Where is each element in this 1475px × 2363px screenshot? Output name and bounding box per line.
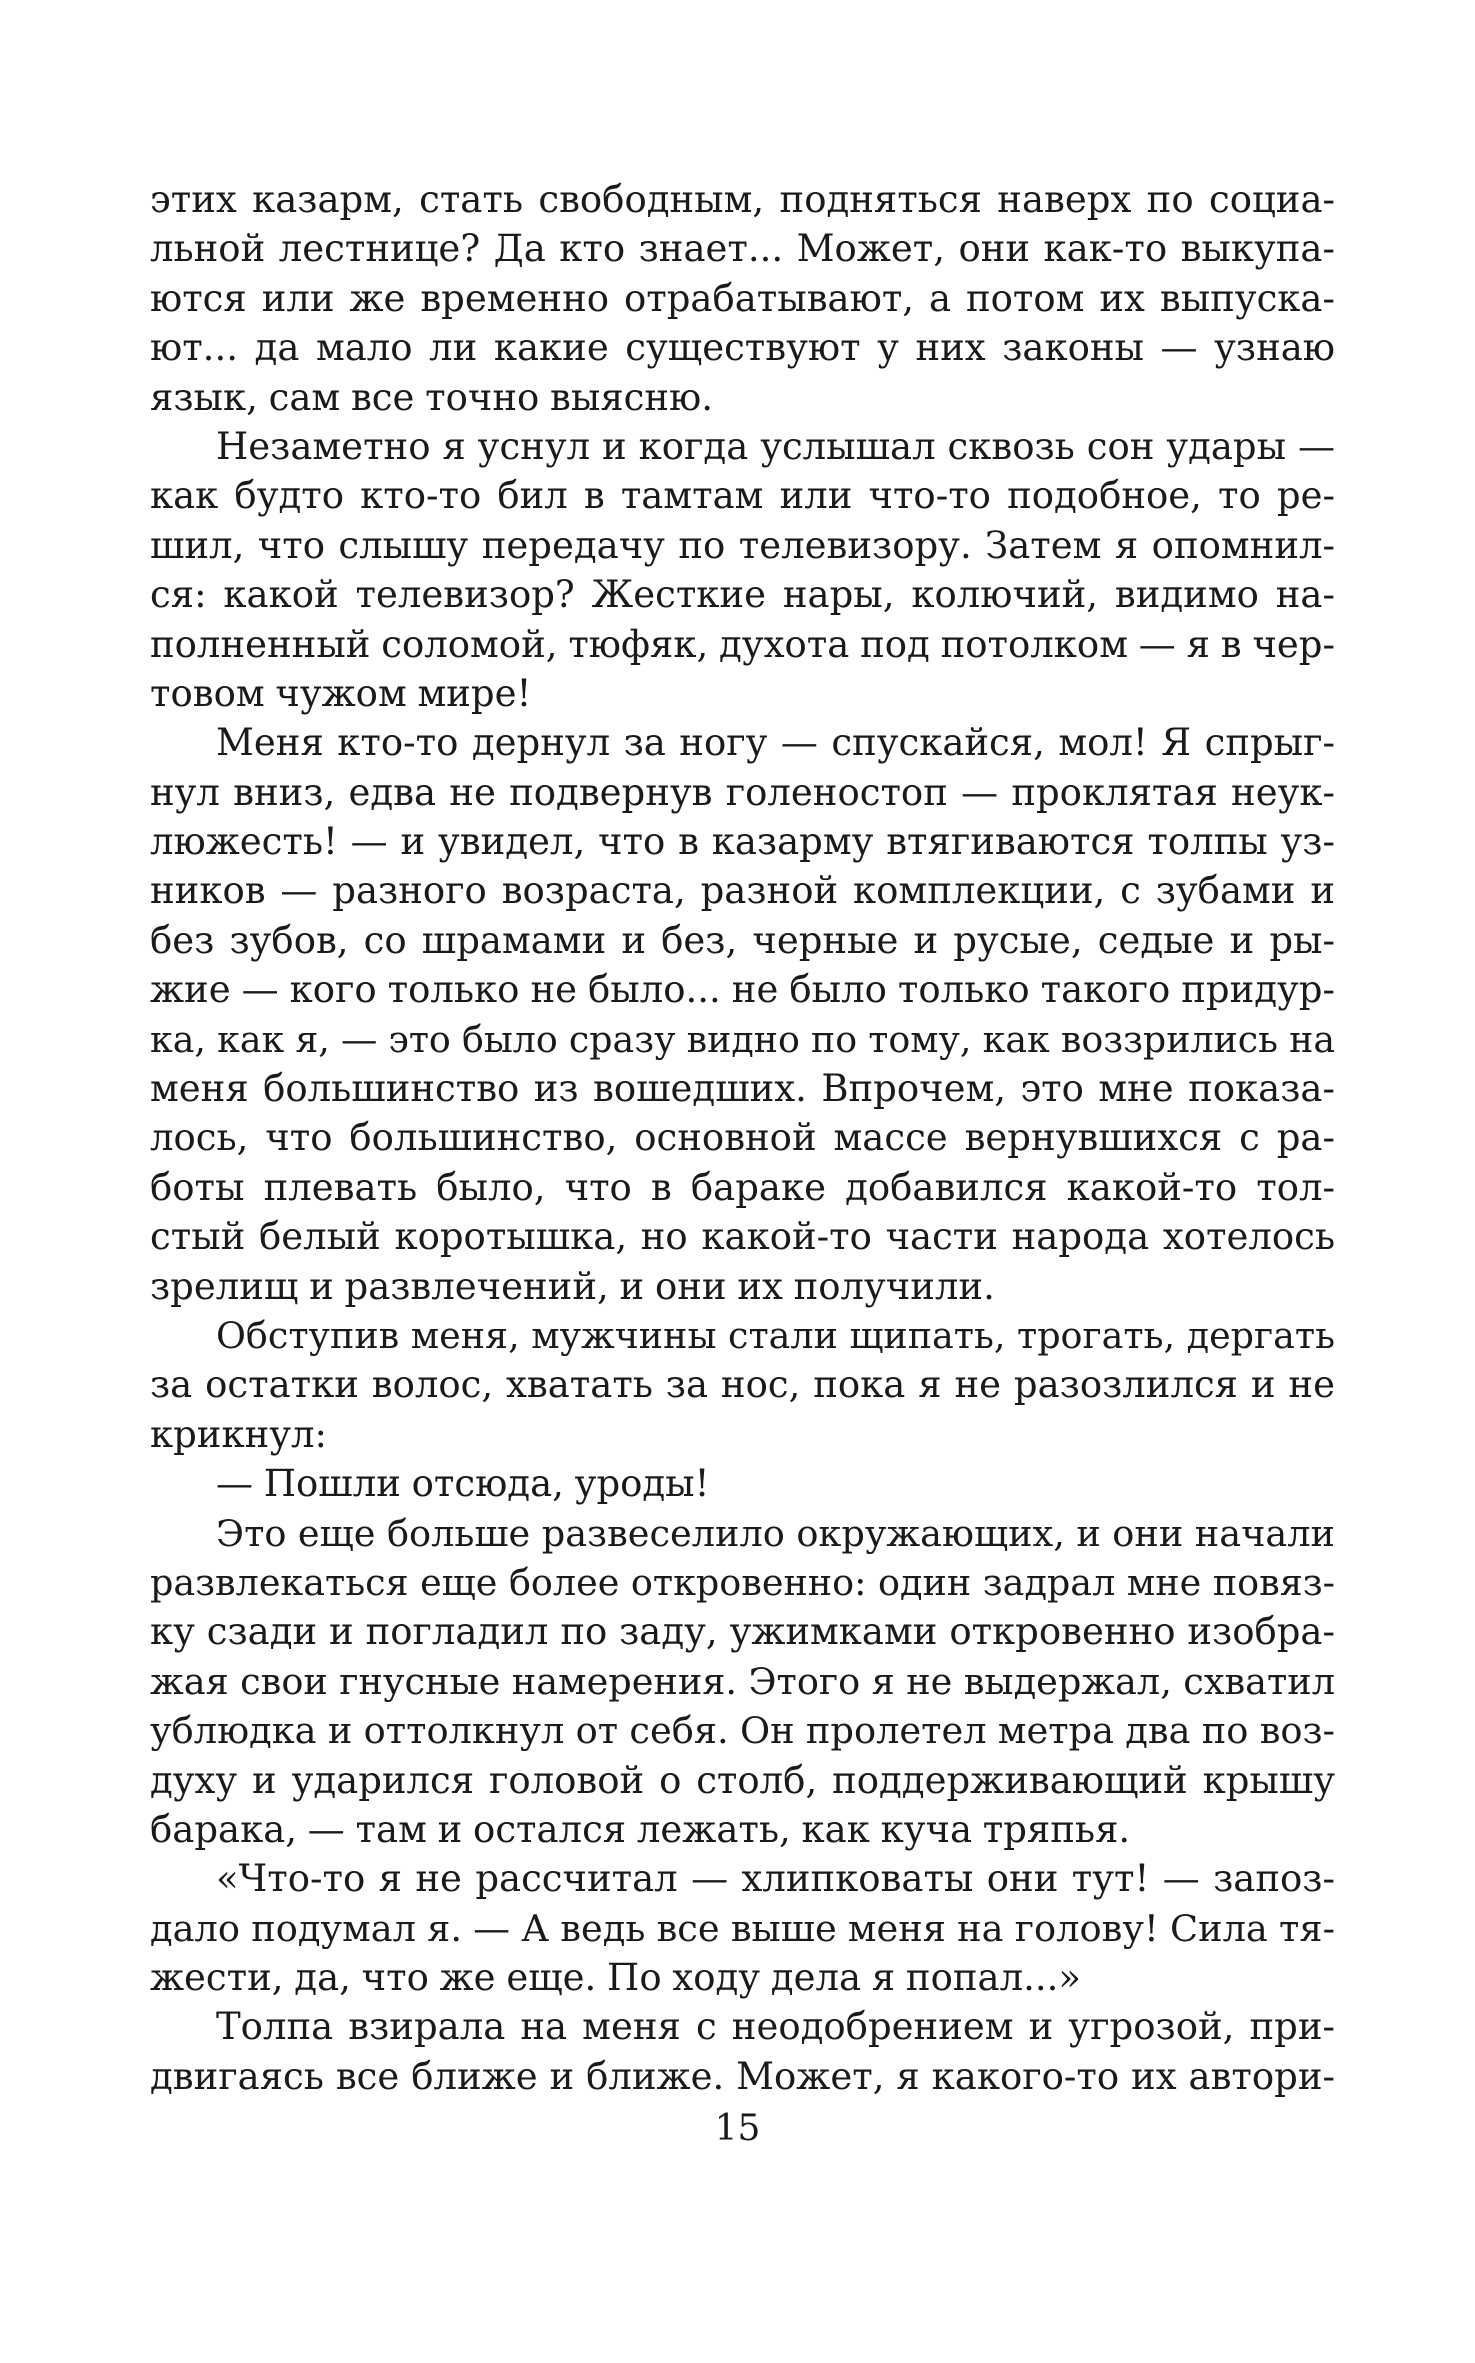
text-line: за остатки волос, хватать за нос, пока я не разозлился и не (150, 1363, 1335, 1407)
text-line: язык, сам все точно выясню. (150, 375, 714, 419)
text-line: ку сзади и погладил по заду, ужимками откровенно изобра- (150, 1610, 1335, 1654)
text-line: ются или же временно отрабатывают, а потом их выпуска- (150, 276, 1335, 320)
text-line: барака, — там и остался лежать, как куча тряпья. (150, 1807, 1131, 1851)
text-line: жие — кого только не было... не было только такого придур- (150, 968, 1335, 1012)
text-line: товом чужом мире! (150, 671, 532, 715)
text-line: Обступив меня, мужчины стали щипать, трогать, дергать (216, 1313, 1335, 1357)
text-line: развлекаться еще более откровенно: один задрал мне повяз- (150, 1560, 1335, 1604)
text-line: Незаметно я уснул и когда услышал сквозь сон удары — (216, 424, 1335, 468)
text-line: ют... да мало ли какие существуют у них законы — узнаю (150, 326, 1335, 370)
text-line: ка, как я, — это было сразу видно по тому, как воззрились на (150, 1017, 1335, 1061)
page-number: 15 (714, 2108, 761, 2149)
text-line: «Что-то я не рассчитал — хлипковаты они тут! — запоз- (216, 1857, 1335, 1901)
text-line: двигаясь все ближе и ближе. Может, я какого-то их автори- (150, 2054, 1335, 2098)
text-line: люжесть! — и увидел, что в казарму втягиваются толпы уз- (150, 820, 1335, 864)
text-line: без зубов, со шрамами и без, черные и русые, седые и ры- (150, 918, 1335, 962)
text-line: Это еще больше развеселило окружающих, и они начали (216, 1511, 1335, 1555)
text-line: ублюдка и оттолкнул от себя. Он пролетел метра два по воз- (150, 1709, 1335, 1753)
text-line: Толпа взирала на меня с неодобрением и угрозой, при- (216, 2005, 1335, 2049)
text-line: духу и ударился головой о столб, поддерживающий крышу (150, 1758, 1335, 1802)
text-line: этих казарм, стать свободным, подняться наверх по социа- (150, 178, 1335, 221)
text-line: боты плевать было, что в бараке добавился какой-то тол- (150, 1165, 1335, 1209)
text-line: шил, что слышу передачу по телевизору. Затем я опомнил- (150, 523, 1335, 567)
text-line: стый белый коротышка, но какой-то части народа хотелось (150, 1215, 1335, 1259)
text-line: жести, да, что же еще. По ходу дела я попал...» (150, 1956, 1081, 2000)
text-line: — Пошли отсюда, уроды! (216, 1462, 710, 1506)
text-line: нул вниз, едва не подвернув голеностоп — проклятая неук- (150, 770, 1335, 814)
text-line: жая свои гнусные намерения. Этого я не выдержал, схватил (150, 1659, 1335, 1703)
text-line: полненный соломой, тюфяк, духота под потолком — я в чер- (150, 622, 1335, 666)
text-line: крикнул: (150, 1412, 327, 1456)
text-line: зрелищ и развлечений, и они их получили. (150, 1264, 995, 1308)
text-line: ся: какой телевизор? Жесткие нары, колючий, видимо на- (150, 573, 1335, 617)
text-line: меня большинство из вошедших. Впрочем, это мне показа- (150, 1067, 1335, 1111)
text-line: как будто кто-то бил в тамтам или что-то подобное, то ре- (150, 474, 1335, 518)
page-body-text (150, 175, 1335, 2101)
text-line: льной лестнице? Да кто знает... Может, они как-то выкупа- (150, 227, 1335, 271)
text-line: Меня кто-то дернул за ногу — спускайся, мол! Я спрыг- (216, 721, 1335, 765)
text-line: ников — разного возраста, разной комплекции, с зубами и (150, 869, 1335, 913)
text-line: дало подумал я. — А ведь все выше меня на голову! Сила тя- (150, 1906, 1335, 1950)
text-line: лось, что большинство, основной массе вернувшихся с ра- (150, 1116, 1335, 1160)
